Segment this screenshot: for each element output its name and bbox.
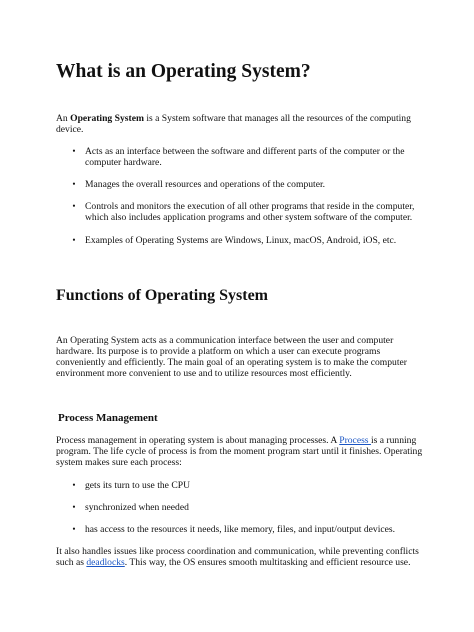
bullet-icon: •	[72, 524, 76, 534]
list-item	[69, 502, 425, 513]
process-link[interactable]: Process	[339, 435, 371, 446]
list-item-text: Examples of Operating Systems are Windows, Linux, macOS, Android, iOS, etc.	[85, 235, 397, 246]
list-item	[69, 179, 425, 190]
closing-text-after: . This way, the OS ensures smooth multitasking and efficient resource use.	[124, 557, 411, 568]
list-item-text: gets its turn to use the CPU	[85, 480, 190, 491]
deadlocks-link[interactable]: deadlocks	[86, 557, 125, 568]
list-item	[69, 201, 425, 223]
list-item-text: Acts as an interface between the software and different parts of the computer or the computer hardware.	[85, 146, 405, 168]
bullet-icon: •	[72, 235, 76, 245]
list-item-text: Manages the overall resources and operations of the computer.	[85, 179, 326, 190]
list-item	[69, 235, 425, 246]
list-item-text: synchronized when needed	[85, 502, 189, 513]
list-item-text: Controls and monitors the execution of all other programs that reside in the computer, which also includes application programs and other system software of the computer.	[85, 201, 415, 223]
bullet-icon: •	[72, 201, 76, 211]
process-paragraph	[56, 435, 424, 468]
intro-paragraph	[56, 113, 426, 135]
bullet-icon: •	[72, 146, 76, 156]
functions-heading: Functions of Operating System	[56, 287, 268, 304]
list-item-text: has access to the resources it needs, like memory, files, and input/output devices.	[85, 524, 396, 535]
list-item	[69, 480, 425, 491]
list-item	[69, 146, 425, 168]
intro-suffix: is a System software that manages all the resources of the computing device.	[56, 113, 411, 135]
process-text-after: is a running program. The life cycle of process is from the moment program start until it finishes. Operating system makes sure each process:	[56, 435, 423, 468]
intro-prefix: An	[56, 113, 71, 124]
bullet-icon: •	[72, 480, 76, 490]
bullet-icon: •	[72, 179, 76, 189]
functions-paragraph: An Operating System acts as a communication interface between the user and computer hardware. Its purpose is to provide a platform on which a user can execute programs conveniently and efficiently. The main goal of an operating system is to make the computer environment more convenient to use and to utilize resources most efficiently.	[56, 335, 407, 379]
bullet-icon: •	[72, 502, 76, 512]
process-heading: Process Management	[58, 412, 158, 424]
page-title: What is an Operating System?	[56, 61, 311, 82]
list-item	[69, 524, 425, 535]
process-text-before: Process management in operating system is about managing processes. A	[56, 435, 340, 446]
closing-paragraph	[56, 546, 424, 568]
intro-bold-term: Operating System	[70, 113, 144, 124]
closing-text-before: It also handles issues like process coordination and communication, while preventing conflicts such as	[56, 546, 419, 568]
